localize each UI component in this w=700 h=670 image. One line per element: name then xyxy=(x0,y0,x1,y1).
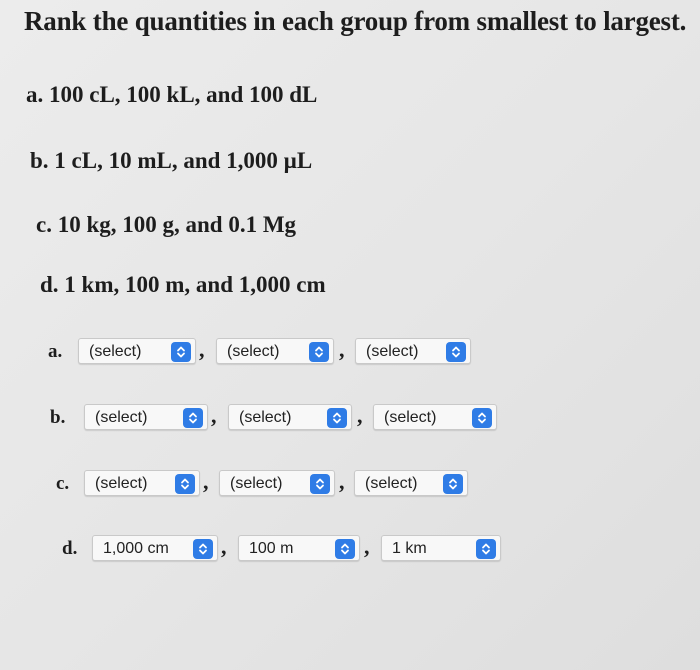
rank-select-d-2[interactable] xyxy=(238,535,360,561)
select-value: (select) xyxy=(366,343,419,360)
question-d: d. 1 km, 100 m, and 1,000 cm xyxy=(40,272,326,297)
chevron-up-down-icon[interactable] xyxy=(193,539,213,559)
chevron-up-down-icon[interactable] xyxy=(171,342,191,362)
select-value: (select) xyxy=(365,475,418,492)
chevron-up-down-icon[interactable] xyxy=(446,342,466,362)
answer-row-label: c. xyxy=(56,473,70,494)
answer-row-d xyxy=(0,535,700,563)
question-c: c. 10 kg, 100 g, and 0.1 Mg xyxy=(36,212,297,237)
select-value: 100 m xyxy=(249,540,294,557)
separator-comma: , xyxy=(221,534,227,559)
rank-select-b-2[interactable] xyxy=(228,404,352,430)
select-value: (select) xyxy=(230,475,283,492)
answer-row-label: b. xyxy=(50,407,66,428)
separator-comma: , xyxy=(211,403,217,428)
chevron-up-down-icon[interactable] xyxy=(335,539,355,559)
rank-select-c-3[interactable] xyxy=(354,470,468,496)
chevron-up-down-icon[interactable] xyxy=(443,474,463,494)
separator-comma: , xyxy=(339,337,345,362)
separator-comma: , xyxy=(364,534,370,559)
select-value: (select) xyxy=(384,409,437,426)
select-value: (select) xyxy=(89,343,142,360)
rank-select-b-3[interactable] xyxy=(373,404,497,430)
select-value: 1,000 cm xyxy=(103,540,169,557)
question-b: b. 1 cL, 10 mL, and 1,000 µL xyxy=(30,148,313,173)
separator-comma: , xyxy=(339,469,345,494)
chevron-up-down-icon[interactable] xyxy=(476,539,496,559)
chevron-up-down-icon[interactable] xyxy=(309,342,329,362)
chevron-up-down-icon[interactable] xyxy=(310,474,330,494)
select-value: (select) xyxy=(95,475,148,492)
rank-select-d-1[interactable] xyxy=(92,535,218,561)
select-value: (select) xyxy=(239,409,292,426)
answer-row-c xyxy=(0,470,700,498)
chevron-up-down-icon[interactable] xyxy=(183,408,203,428)
question-a: a. 100 cL, 100 kL, and 100 dL xyxy=(26,82,318,107)
rank-select-a-3[interactable] xyxy=(355,338,471,364)
rank-select-b-1[interactable] xyxy=(84,404,208,430)
rank-select-c-2[interactable] xyxy=(219,470,335,496)
answer-row-label: a. xyxy=(48,341,63,362)
rank-select-d-3[interactable] xyxy=(381,535,501,561)
rank-select-c-1[interactable] xyxy=(84,470,200,496)
answer-row-label: d. xyxy=(62,538,78,559)
answer-row-a xyxy=(0,338,700,366)
instructions-heading: Rank the quantities in each group from smallest to largest. xyxy=(24,6,687,36)
separator-comma: , xyxy=(203,469,209,494)
answer-row-b xyxy=(0,404,700,432)
rank-select-a-2[interactable] xyxy=(216,338,334,364)
separator-comma: , xyxy=(199,337,205,362)
rank-select-a-1[interactable] xyxy=(78,338,196,364)
chevron-up-down-icon[interactable] xyxy=(327,408,347,428)
select-value: 1 km xyxy=(392,540,427,557)
chevron-up-down-icon[interactable] xyxy=(472,408,492,428)
select-value: (select) xyxy=(227,343,280,360)
chevron-up-down-icon[interactable] xyxy=(175,474,195,494)
select-value: (select) xyxy=(95,409,148,426)
separator-comma: , xyxy=(357,403,363,428)
